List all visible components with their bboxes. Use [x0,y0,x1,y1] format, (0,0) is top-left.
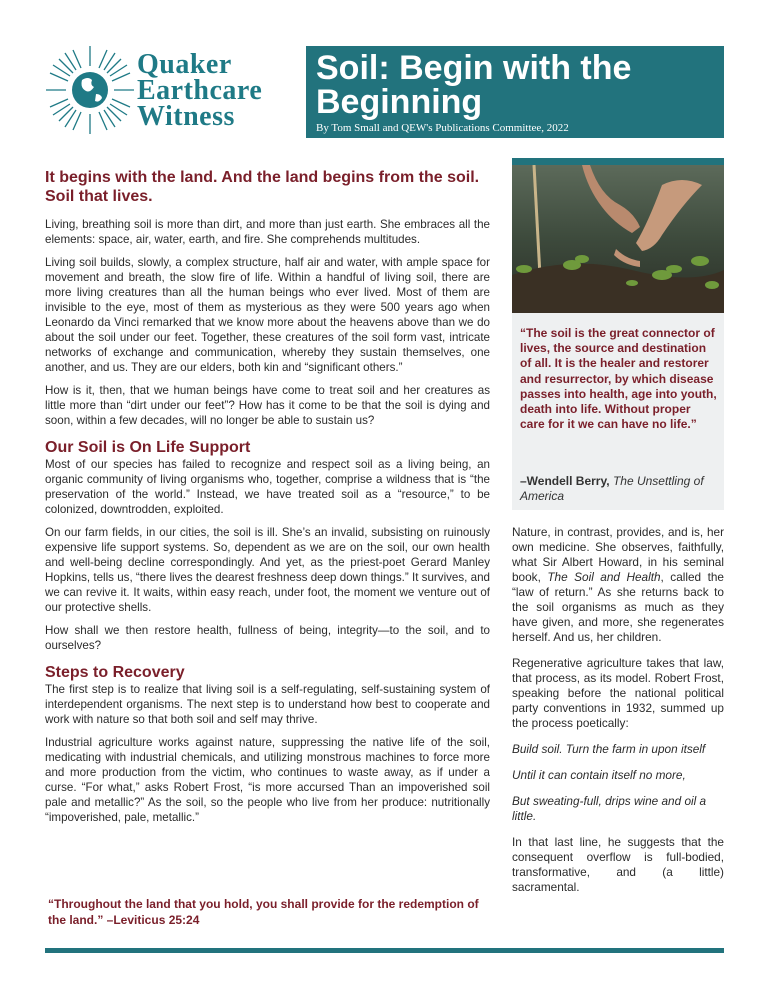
section1-paragraph-2: On our farm fields, in our cities, the soil is ill. She’s an invalid, subsisting on ruinously expensive life support systems. So, dependent as we are on the soil, our own health and well-being decline correspondingly. And yet, as the priest-poet Gerard Manley Hopkins, tells us, “there lives the dearest freshness deep down things.” It survives, and we can revive it. It waits, within easy reach, under foot, the moment we venture out of our protective shells. [45,526,490,614]
qew-logo [44,44,299,136]
footer-rule [45,948,724,953]
attribution-name: –Wendell Berry, [520,474,610,488]
intro-paragraph-3: How is it, then, that we human beings have come to treat soil and her creatures as little more than “dirt under our feet”? How has it come to be that the soil is dying and soon, within a few decades, will no longer be able to sustain us? [45,384,490,427]
page-title-line-1: Soil: Begin with the [316,49,632,87]
intro-paragraph-2: Living soil builds, slowly, a complex structure, half air and water, with ample space for movement and breath, the slow fire of life. Within a handful of living soil, there are more living creatures than all the human beings who ever lived. Most of them are invisible to the eye, most of them as mysterious as they were 500 years ago when Leonardo da Vinci remarked that we know more about the heavens above than we do about the soil under our feet. Together, these creatures of the soil form vast, intricate networks of exchange and communication, whereby they sustain themselves, one another, and us. They are our elders, both kin and “significant others.” [45,256,490,374]
wendell-berry-quote: “The soil is the great connector of lives, the source and destination of all. It is the healer and restorer and resurrector, by which disease passes into health, age into youth, death into life. Without proper care for it we can have no life.” [520,326,717,432]
right-paragraph-2: Regenerative agriculture takes that law, that process, as its model. Robert Frost, speaking before the national political party conventions in 1932, summed up the process poetically: [512,656,724,730]
section2-paragraph-1: The first step is to realize that living soil is a self-regulating, self-sustaining system of interdependent organisms. The next step is to understand how best to cooperate and work with nature so that both soil and self may thrive. [45,683,490,726]
section1-paragraph-3: How shall we then restore health, fullness of being, integrity—to the soil, and to ourselves? [45,624,490,652]
right-paragraph-1 [512,525,724,645]
book-title: The Soil and Health [547,570,661,584]
poem-line-2: Until it can contain itself no more, [512,768,686,782]
logo-line-quaker: Quaker [137,49,232,80]
right-paragraph-1-text-a: Nature, in contrast, provides, and is, her own medicine. She observes, faithfully, what Sir Albert Howard, in his seminal book, [512,525,724,584]
byline: By Tom Small and QEW's Publications Committee, 2022 [316,122,569,134]
leviticus-pull-quote: “Throughout the land that you hold, you shall provide for the redemption of the land.” –Leviticus 25:24 [48,897,479,927]
left-column [45,168,490,825]
section-heading-recovery: Steps to Recovery [45,664,185,681]
sunburst-globe-icon [44,44,136,136]
sidebar-quote-box [512,158,724,510]
right-paragraph-3: In that last line, he suggests that the consequent overflow is full-bodied, transformative, and (a little) sacramental. [512,835,724,894]
logo-line-earthcare: Earthcare [137,75,263,106]
section2-paragraph-2: Industrial agriculture works against nature, suppressing the native life of the soil, medicating with industrial chemicals, and utilizing monstrous machines to force more and more production from the victim, who continues to waste away, as if under a curse. “For what,” asks Robert Frost, “is more accursed Than an impoverished soil pale and metallic?” As the soil, so the people who live from her produce: nutritionally “impoverished, pale, metallic.” [45,736,490,824]
right-column [512,525,724,895]
lead-heading: It begins with the land. And the land begins from the soil. Soil that lives. [45,169,480,205]
title-banner [306,46,724,138]
logo-line-witness: Witness [137,101,235,132]
intro-paragraph-1: Living, breathing soil is more than dirt, and more than just earth. She embraces all the elements: space, air, water, earth, and fire. She comprehends multitudes. [45,218,490,246]
attribution-work: The Unsettling of America [520,474,704,503]
page-title-line-2: Beginning [316,83,483,121]
poem-line-1: Build soil. Turn the farm in upon itself [512,742,706,756]
right-paragraph-1-text-b: , called the “law of return.” As she returns back to the soil organisms as much as they have given, and more, she regenerates herself. And us, her children. [512,570,724,644]
poem-line-3: But sweating-full, drips wine and oil a little. [512,794,707,823]
quote-attribution [520,474,718,504]
section1-paragraph-1: Most of our species has failed to recognize and respect soil as a living being, an organic community of living organisms who, together, comprise a wildness that is “the preservation of the world.” Instead, we have treated soil as a “resource,” to be colonized, downtrodden, exploited. [45,458,490,516]
section-heading-life-support: Our Soil is On Life Support [45,439,251,456]
hands-planting-seedlings-photo [512,165,724,313]
